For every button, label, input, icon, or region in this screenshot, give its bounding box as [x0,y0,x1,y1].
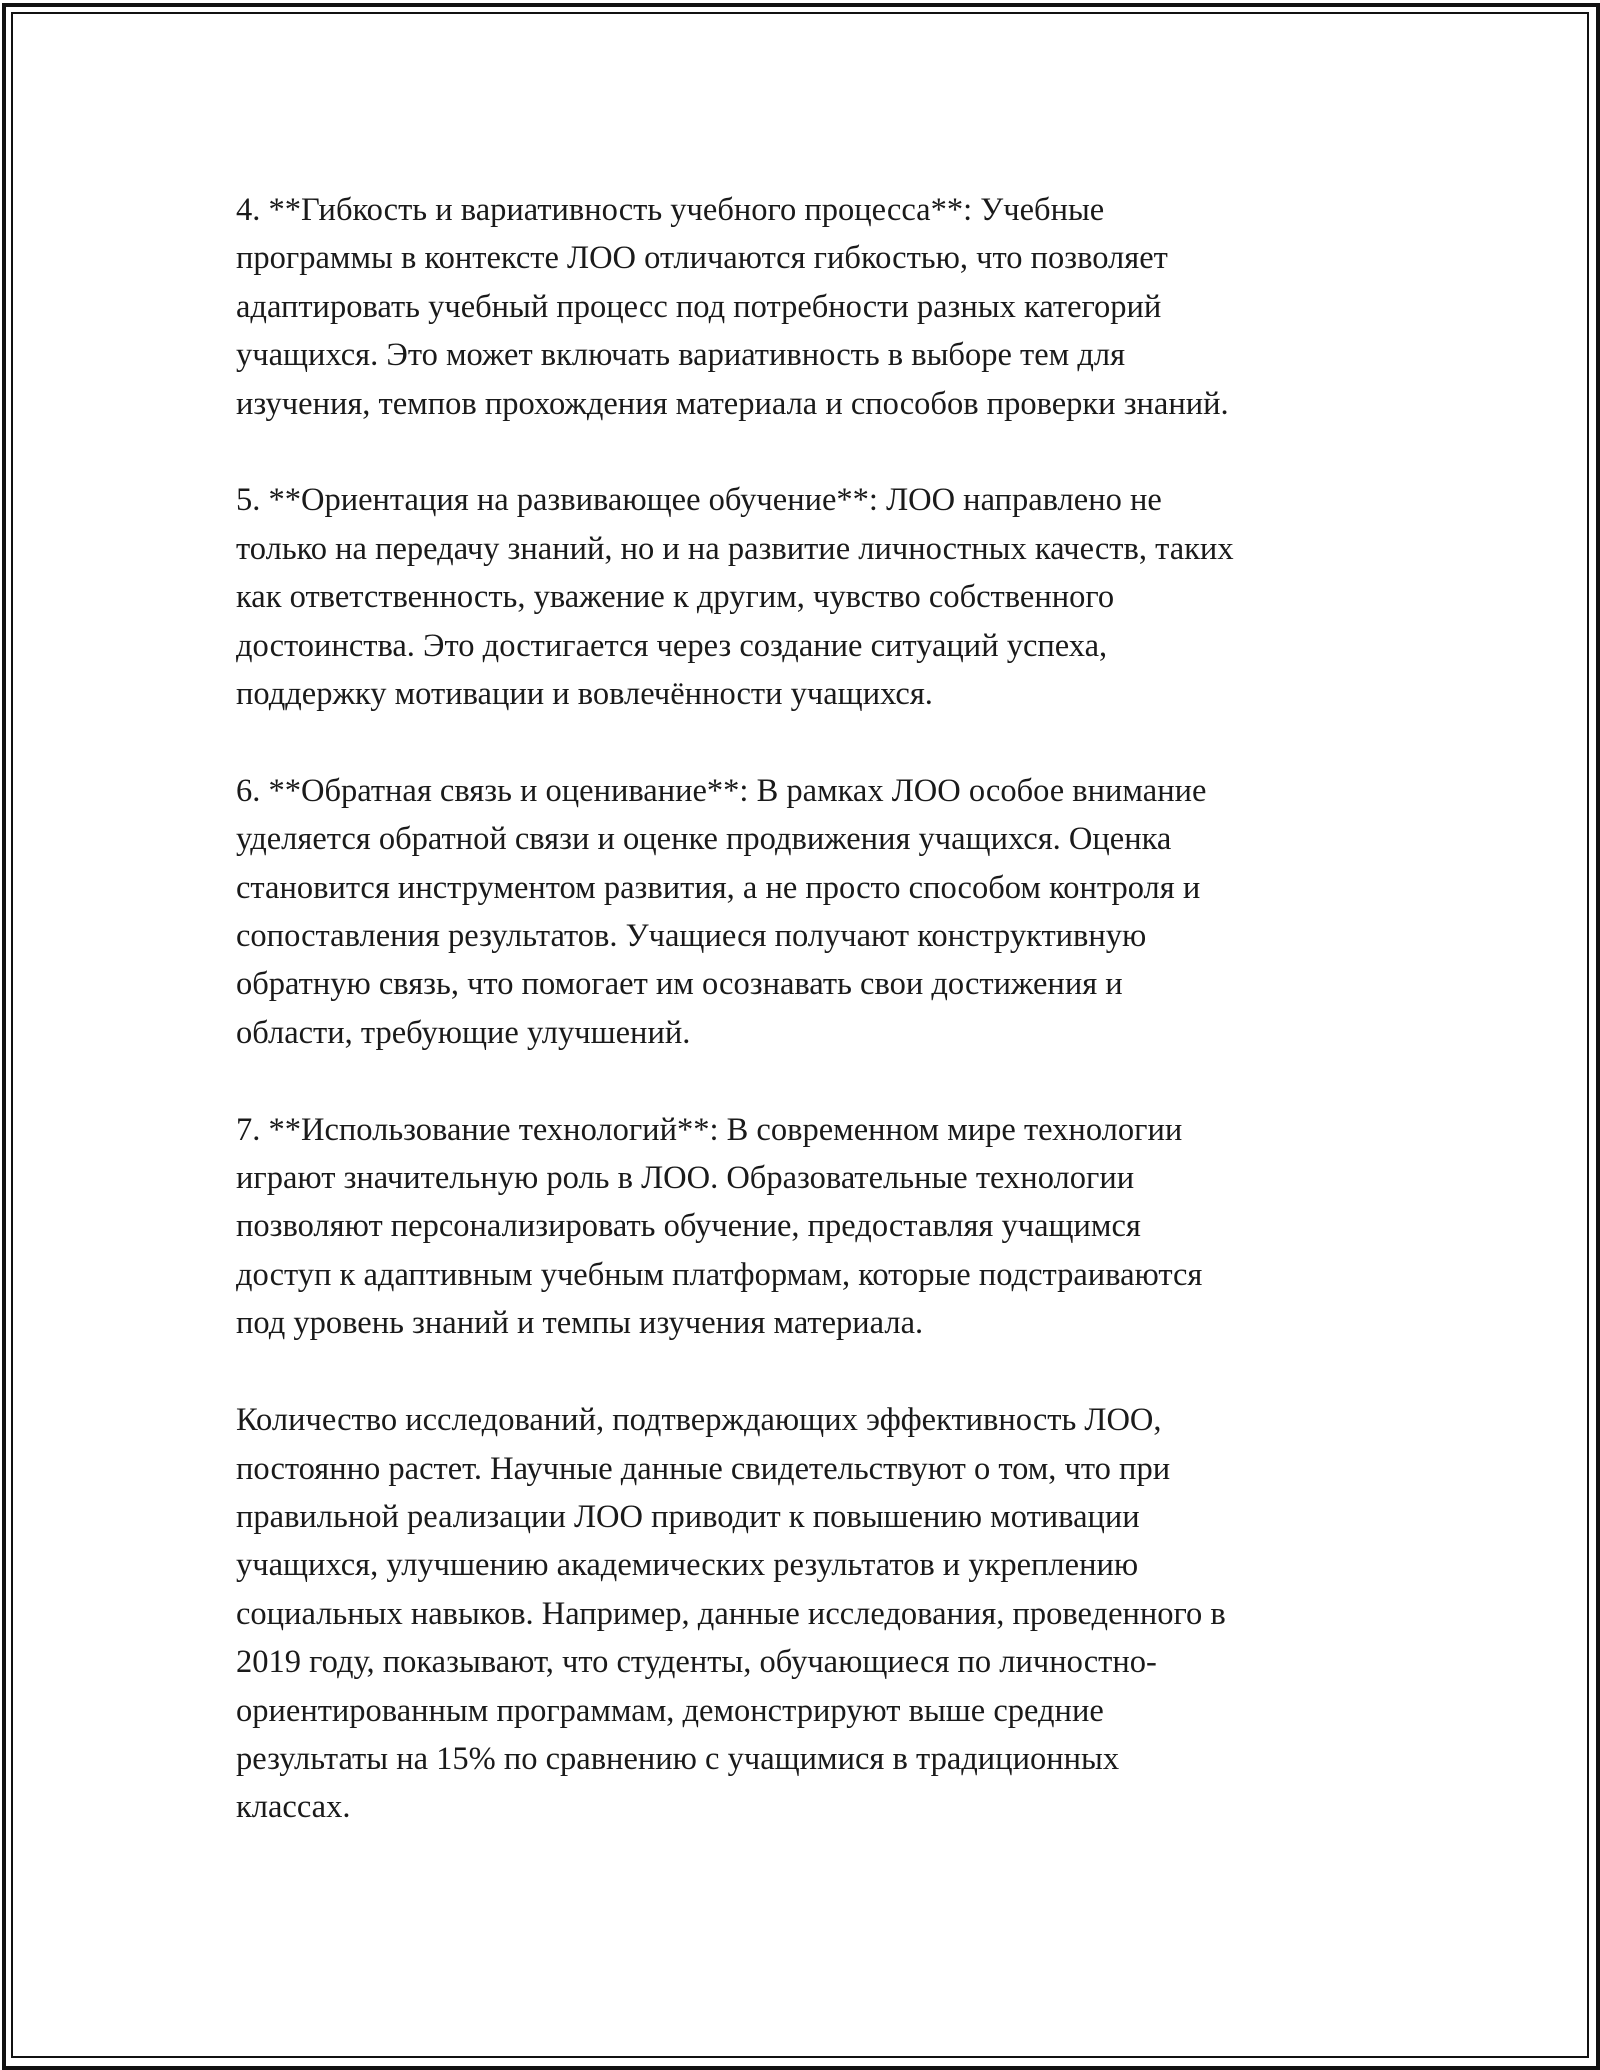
text-line: под уровень знаний и темпы изучения материала. [236,1305,924,1342]
text-line: социальных навыков. Например, данные исследования, проведенного в [236,1595,1226,1632]
text-line: области, требующие улучшений. [236,1014,691,1051]
text-line: как ответственность, уважение к другим, чувство собственного [236,579,1115,616]
text-line: программы в контексте ЛОО отличаются гибкостью, что позволяет [236,240,1168,277]
text-line: 6. **Обратная связь и оценивание**: В рамках ЛОО особое внимание [236,772,1207,809]
paragraph-item-6 [236,767,1396,1057]
paragraph-item-7 [236,1106,1396,1348]
text-line: становится инструментом развития, а не просто способом контроля и [236,869,1201,906]
text-line: 2019 году, показывают, что студенты, обучающиеся по личностно- [236,1644,1157,1681]
text-line: классах. [236,1789,351,1826]
paragraph-item-4 [236,186,1396,428]
paragraph-item-5 [236,476,1396,718]
document-body [236,186,1396,1880]
text-line: достоинства. Это достигается через создание ситуаций успеха, [236,627,1108,664]
text-line: позволяют персонализировать обучение, предоставляя учащимся [236,1208,1141,1245]
text-line: сопоставления результатов. Учащиеся получают конструктивную [236,918,1147,955]
text-line: постоянно растет. Научные данные свидетельствуют о том, что при [236,1450,1171,1487]
text-line: уделяется обратной связи и оценке продвижения учащихся. Оценка [236,821,1172,858]
text-line: 5. **Ориентация на развивающее обучение**: ЛОО направлено не [236,482,1162,519]
text-line: ориентированным программам, демонстрируют выше средние [236,1692,1104,1729]
text-line: правильной реализации ЛОО приводит к повышению мотивации [236,1498,1140,1535]
text-line: изучения, темпов прохождения материала и способов проверки знаний. [236,385,1229,422]
paragraph-conclusion [236,1396,1396,1832]
text-line: поддержку мотивации и вовлечённости учащихся. [236,676,933,713]
text-line: 7. **Использование технологий**: В современном мире технологии [236,1111,1183,1148]
text-line: 4. **Гибкость и вариативность учебного процесса**: Учебные [236,192,1105,228]
text-line: результаты на 15% по сравнению с учащимися в традиционных [236,1740,1120,1777]
text-line: играют значительную роль в ЛОО. Образовательные технологии [236,1160,1135,1197]
text-line: только на передачу знаний, но и на развитие личностных качеств, таких [236,530,1234,567]
text-line: учащихся, улучшению академических результатов и укреплению [236,1547,1139,1584]
text-line: доступ к адаптивным учебным платформам, которые подстраиваются [236,1256,1203,1293]
text-line: учащихся. Это может включать вариативность в выборе тем для [236,337,1126,374]
text-line: обратную связь, что помогает им осознавать свои достижения и [236,966,1123,1003]
text-line: адаптировать учебный процесс под потребности разных категорий [236,288,1162,325]
text-line: Количество исследований, подтверждающих эффективность ЛОО, [236,1402,1162,1439]
